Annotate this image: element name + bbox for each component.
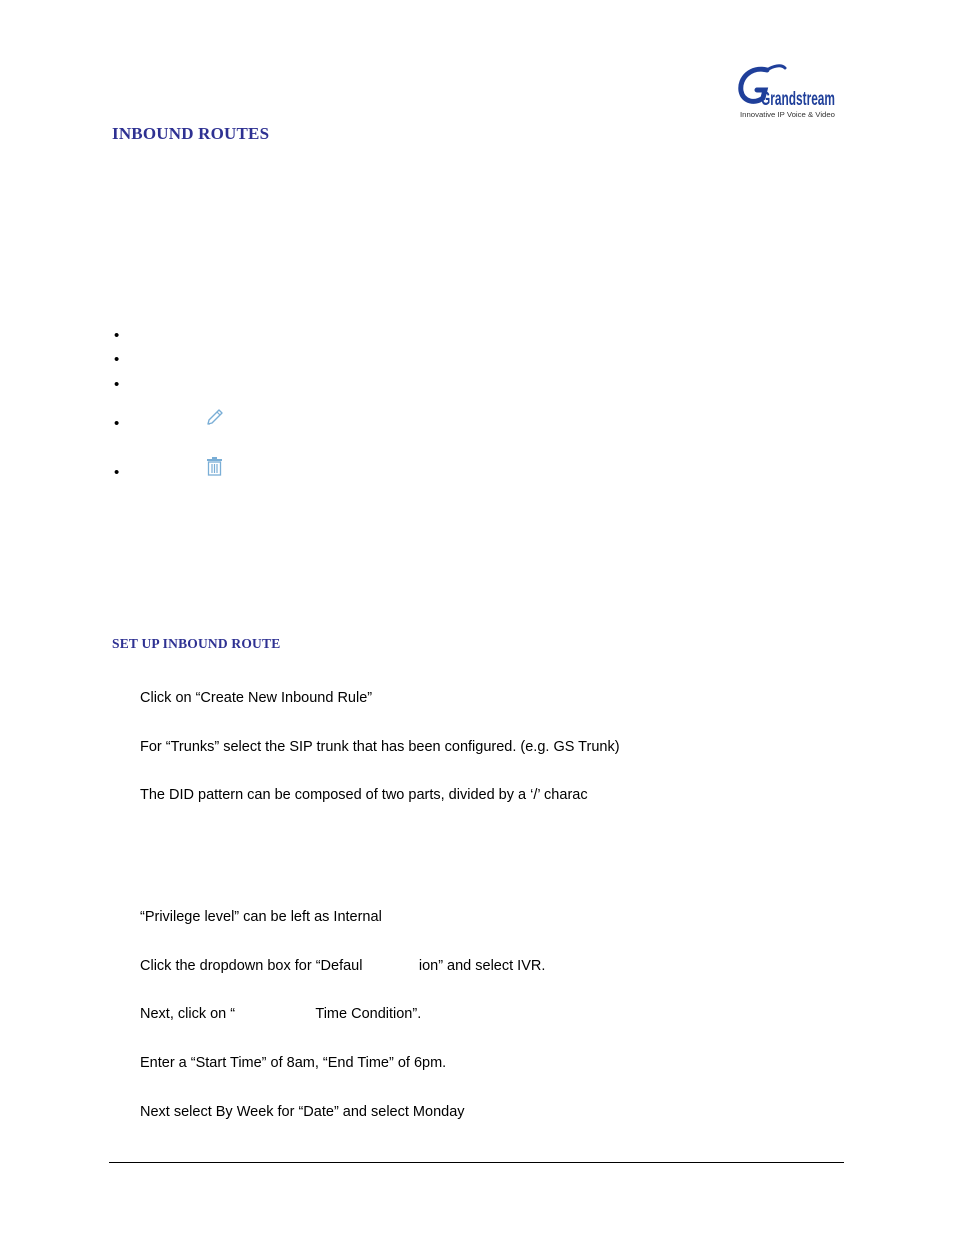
subsection-title: SET UP INBOUND ROUTE [112,636,281,651]
step-6: Next, click on “ Time Condition”. [140,1006,422,1022]
step-3: The DID pattern can be composed of two parts, divided by a ‘/’ charac [140,787,588,803]
trash-icon[interactable] [204,456,226,483]
step-1: Click on “Create New Inbound Rule” [140,690,373,706]
section-title: INBOUND ROUTES [112,124,270,143]
grandstream-logo [737,60,837,122]
bullet-4: • [114,415,120,432]
bullet-1: • [114,327,120,344]
bullet-2: • [114,351,120,368]
logo-tagline: Innovative IP Voice & Video [740,112,836,119]
pencil-icon[interactable] [204,407,226,434]
step-5: Click the dropdown box for “Defaul ion” and select IVR. [140,958,546,974]
footer-divider [109,1162,844,1163]
bullet-5: • [114,464,120,481]
step-2: For “Trunks” select the SIP trunk that has been configured. (e.g. GS Trunk) [140,739,620,755]
bullet-3: • [114,376,120,393]
step-7: Enter a “Start Time” of 8am, “End Time” of 6pm. [140,1055,447,1071]
step-4: “Privilege level” can be left as Internal [140,909,382,925]
step-8: Next select By Week for “Date” and select Monday [140,1104,465,1120]
logo-wordmark: Grandstream [761,89,835,110]
